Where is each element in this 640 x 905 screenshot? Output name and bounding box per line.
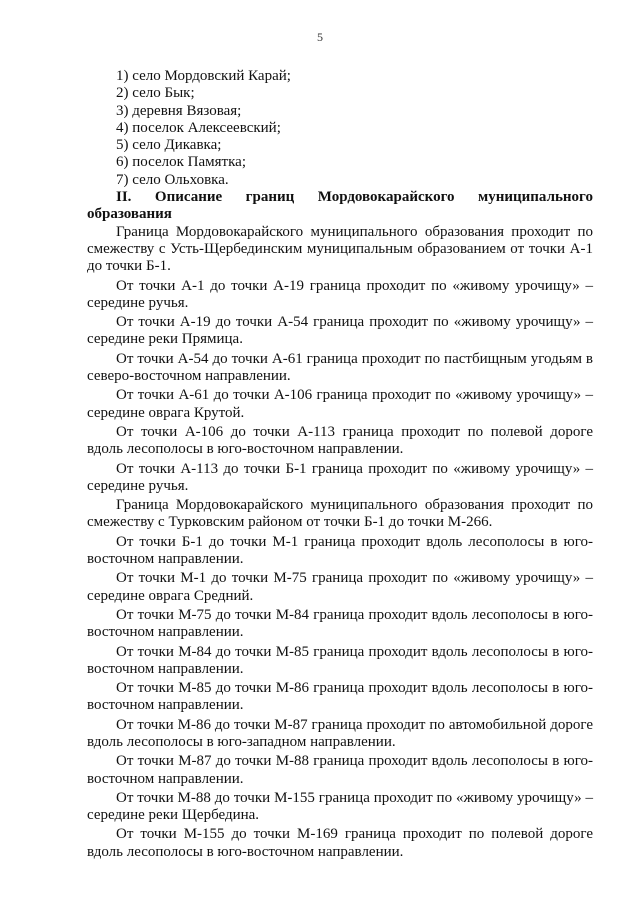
list-item: 4) поселок Алексеевский; [116, 119, 281, 136]
paragraph: От точки М-84 до точки М-85 граница проходит вдоль лесополосы в юго-восточном направлении. [87, 643, 593, 677]
paragraph: От точки М-75 до точки М-84 граница проходит вдоль лесополосы в юго-восточном направлении. [87, 606, 593, 641]
paragraph: От точки А-61 до точки А-106 граница проходит по «живому урочищу» – середине оврага Крутой. [87, 387, 593, 421]
list-item: 1) село Мордовский Карай; [116, 68, 291, 84]
page-number: 5 [317, 30, 323, 44]
paragraph: От точки М-155 до точки М-169 граница проходит по полевой дороге вдоль лесополосы в юго-восточном направлении. [87, 826, 593, 860]
document-body [87, 68, 593, 861]
list-item: 2) село Бык; [116, 85, 195, 102]
paragraph: От точки А-1 до точки А-19 граница проходит по «живому урочищу» – середине ручья. [87, 277, 593, 311]
paragraph: Граница Мордовокарайского муниципального образования проходит по смежеству с Турковским районом от точки Б-1 до точки М-266. [87, 497, 593, 531]
settlement-list [87, 68, 593, 189]
paragraph: От точки Б-1 до точки М-1 граница проходит вдоль лесополосы в юго-восточном направлении. [87, 533, 593, 568]
paragraph: От точки М-1 до точки М-75 граница проходит по «живому урочищу» – середине оврага Средний. [87, 570, 593, 604]
section-title: II. Описание границ Мордовокарайского муниципального образования [87, 189, 593, 223]
paragraph: От точки М-88 до точки М-155 граница проходит по «живому урочищу» – середине реки Щербедина. [87, 789, 593, 824]
paragraph: От точки М-86 до точки М-87 граница проходит по автомобильной дороге вдоль лесополосы в юго-западном направлении. [87, 716, 593, 750]
paragraph: Граница Мордовокарайского муниципального образования проходит по смежеству с Усть-Щербединским муниципальным образованием от точки А-1 до точки Б-1. [87, 223, 593, 275]
list-item: 6) поселок Памятка; [116, 154, 246, 171]
paragraph: От точки М-87 до точки М-88 граница проходит вдоль лесополосы в юго-восточном направлении. [87, 753, 593, 787]
paragraph: От точки А-19 до точки А-54 граница проходит по «живому урочищу» – середине реки Прямица. [87, 314, 593, 348]
paragraph: От точки А-54 до точки А-61 граница проходит по пастбищным угодьям в северо-восточном направлении. [87, 350, 593, 385]
paragraph: От точки М-85 до точки М-86 граница проходит вдоль лесополосы в юго-восточном направлении. [87, 680, 593, 714]
list-item: 7) село Ольховка. [116, 171, 229, 188]
paragraph: От точки А-113 до точки Б-1 граница проходит по «живому урочищу» – середине ручья. [87, 460, 593, 494]
paragraph: От точки А-106 до точки А-113 граница проходит по полевой дороге вдоль лесополосы в юго-восточном направлении. [87, 423, 593, 458]
list-item: 3) деревня Вязовая; [116, 102, 242, 119]
list-item: 5) село Дикавка; [116, 137, 222, 154]
